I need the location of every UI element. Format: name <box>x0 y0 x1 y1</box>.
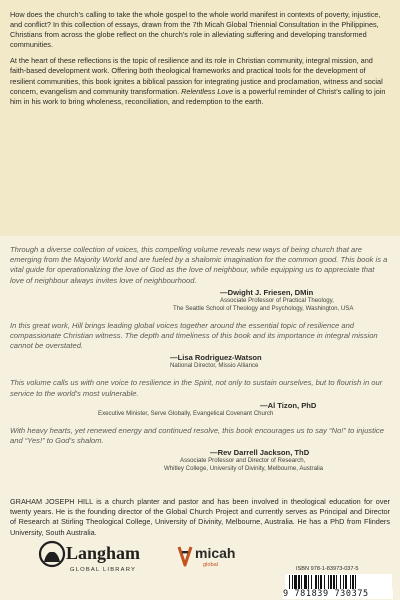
barcode-bar <box>330 575 332 589</box>
endorsement-quote: In this great work, Hill brings leading global voices together around the essential topic of resilience and compassionate Christian witness. The depth and timeliness of this book and its importance in integral mission cannot be overstated. <box>10 320 378 351</box>
endorser-role: Associate Professor and Director of Research, <box>180 457 306 465</box>
endorser-name: —Al Tizon, PhD <box>260 400 317 410</box>
endorsement <box>10 321 390 371</box>
endorser-name: —Rev Darrell Jackson, ThD <box>210 448 310 458</box>
barcode-bar <box>350 575 351 589</box>
barcode-bar <box>315 575 317 589</box>
isbn-label: ISBN 978-1-83973-037-5 <box>296 566 359 572</box>
endorser-role: National Director, Missio Alliance <box>170 362 259 370</box>
endorsement-quote: With heavy hearts, yet renewed energy and continued resolve, this book encourages us to say “No!” to injustice and “Yes!” to God’s shalom. <box>10 425 384 446</box>
endorsement-quote: This volume calls us with one voice to resilience in the Spirit, not only to sustain ourselves, but to flourish in our service to the world’s most vulnerable. <box>10 378 383 398</box>
description-paragraph-2: At the heart of these reflections is the topic of resilience and its role in Christian community, integral mission, and faith-based development work. Offering both theological frameworks and practical tools for the development of resilient communities, this book ignites a biblical passion for integrating justice and proclamation, witness and social concern, evangelism and community transformation. Relentless Love is a powerful reminder of Christ’s calling to join him in his work to bring wholeness, reconciliation, and redemption to the earth. <box>10 56 386 106</box>
endorsement <box>10 378 390 417</box>
endorsement <box>10 245 390 313</box>
micah-logo-icon <box>176 545 194 567</box>
barcode-bar <box>289 575 290 589</box>
publisher-name: Langham <box>66 543 141 563</box>
barcode-bar <box>345 575 347 589</box>
barcode-bar <box>311 575 312 589</box>
barcode-bar <box>355 575 356 589</box>
barcode-bar <box>328 575 329 589</box>
barcode-bar <box>298 575 300 589</box>
publisher-imprint: GLOBAL LIBRARY <box>70 567 137 573</box>
barcode-bar <box>343 575 344 589</box>
barcode-bar <box>308 575 309 589</box>
book-description <box>10 10 390 113</box>
barcode-bar <box>340 575 341 589</box>
endorser-role: Executive Minister, Serve Globally, Evangelical Covenant Church <box>98 409 274 417</box>
endorser-affiliation: The Seattle School of Theology and Psychology, Washington, USA <box>173 304 354 312</box>
endorser-affiliation: Whitley College, University of Divinity, Melbourne, Australia <box>164 465 324 473</box>
author-bio: GRAHAM JOSEPH HILL is a church planter and pastor and has been involved in theological education for over twenty years. He is the founding director of the Global Church Project and currently serves as Principal and Director of Research at Stirling Theological College, University of Divinity, Melbourne, Australia. He has a PhD from Flinders University, South Australia. <box>10 497 390 537</box>
barcode-bar <box>318 575 319 589</box>
endorsement-attribution <box>164 448 390 473</box>
endorser-role: Associate Professor of Practical Theology, <box>220 296 334 304</box>
barcode-bar <box>333 575 335 589</box>
barcode-bar <box>292 575 293 589</box>
endorsement-attribution <box>170 353 390 370</box>
endorsements <box>10 245 390 481</box>
endorsement-attribution <box>98 400 390 418</box>
barcode-bar <box>352 575 354 589</box>
barcode-bar <box>304 575 307 589</box>
endorser-name: —Lisa Rodriguez-Watson <box>170 353 262 363</box>
endorsement-quote: Through a diverse collection of voices, this compelling volume reveals new ways of being church that are emerging from the Majority World and are fueled by a shalomic imagination for the common good. This book is a vital guide for operationalizing the love of God as the love of neighbour, while equipping us to appreciate that love of neighbour always invites love of neighbourhood. <box>10 245 388 285</box>
endorser-name: —Dwight J. Friesen, DMin <box>220 287 314 297</box>
partner-name: micah <box>195 545 236 561</box>
book-title-inline: Relentless Love <box>181 86 234 96</box>
description-paragraph-1: How does the church’s calling to take the whole gospel to the whole world manifest in contexts of poverty, injustice, and conflict? In this collection of essays, drawn from the 7th Micah Global Triennial Consultation in the Philippines, Christians from across the globe reflect on the church’s role in alleviating suffering and developing transformed communities. <box>10 10 381 50</box>
barcode-bar <box>320 575 322 589</box>
endorsement-attribution <box>173 287 390 313</box>
barcode-bar <box>324 575 325 589</box>
barcode-bar <box>336 575 337 589</box>
barcode-bar <box>294 575 297 589</box>
barcode-digits: 9 781839 730375 <box>283 589 393 599</box>
partner-sub: global <box>203 562 218 568</box>
barcode-bar <box>301 575 302 589</box>
endorsement <box>10 426 390 473</box>
